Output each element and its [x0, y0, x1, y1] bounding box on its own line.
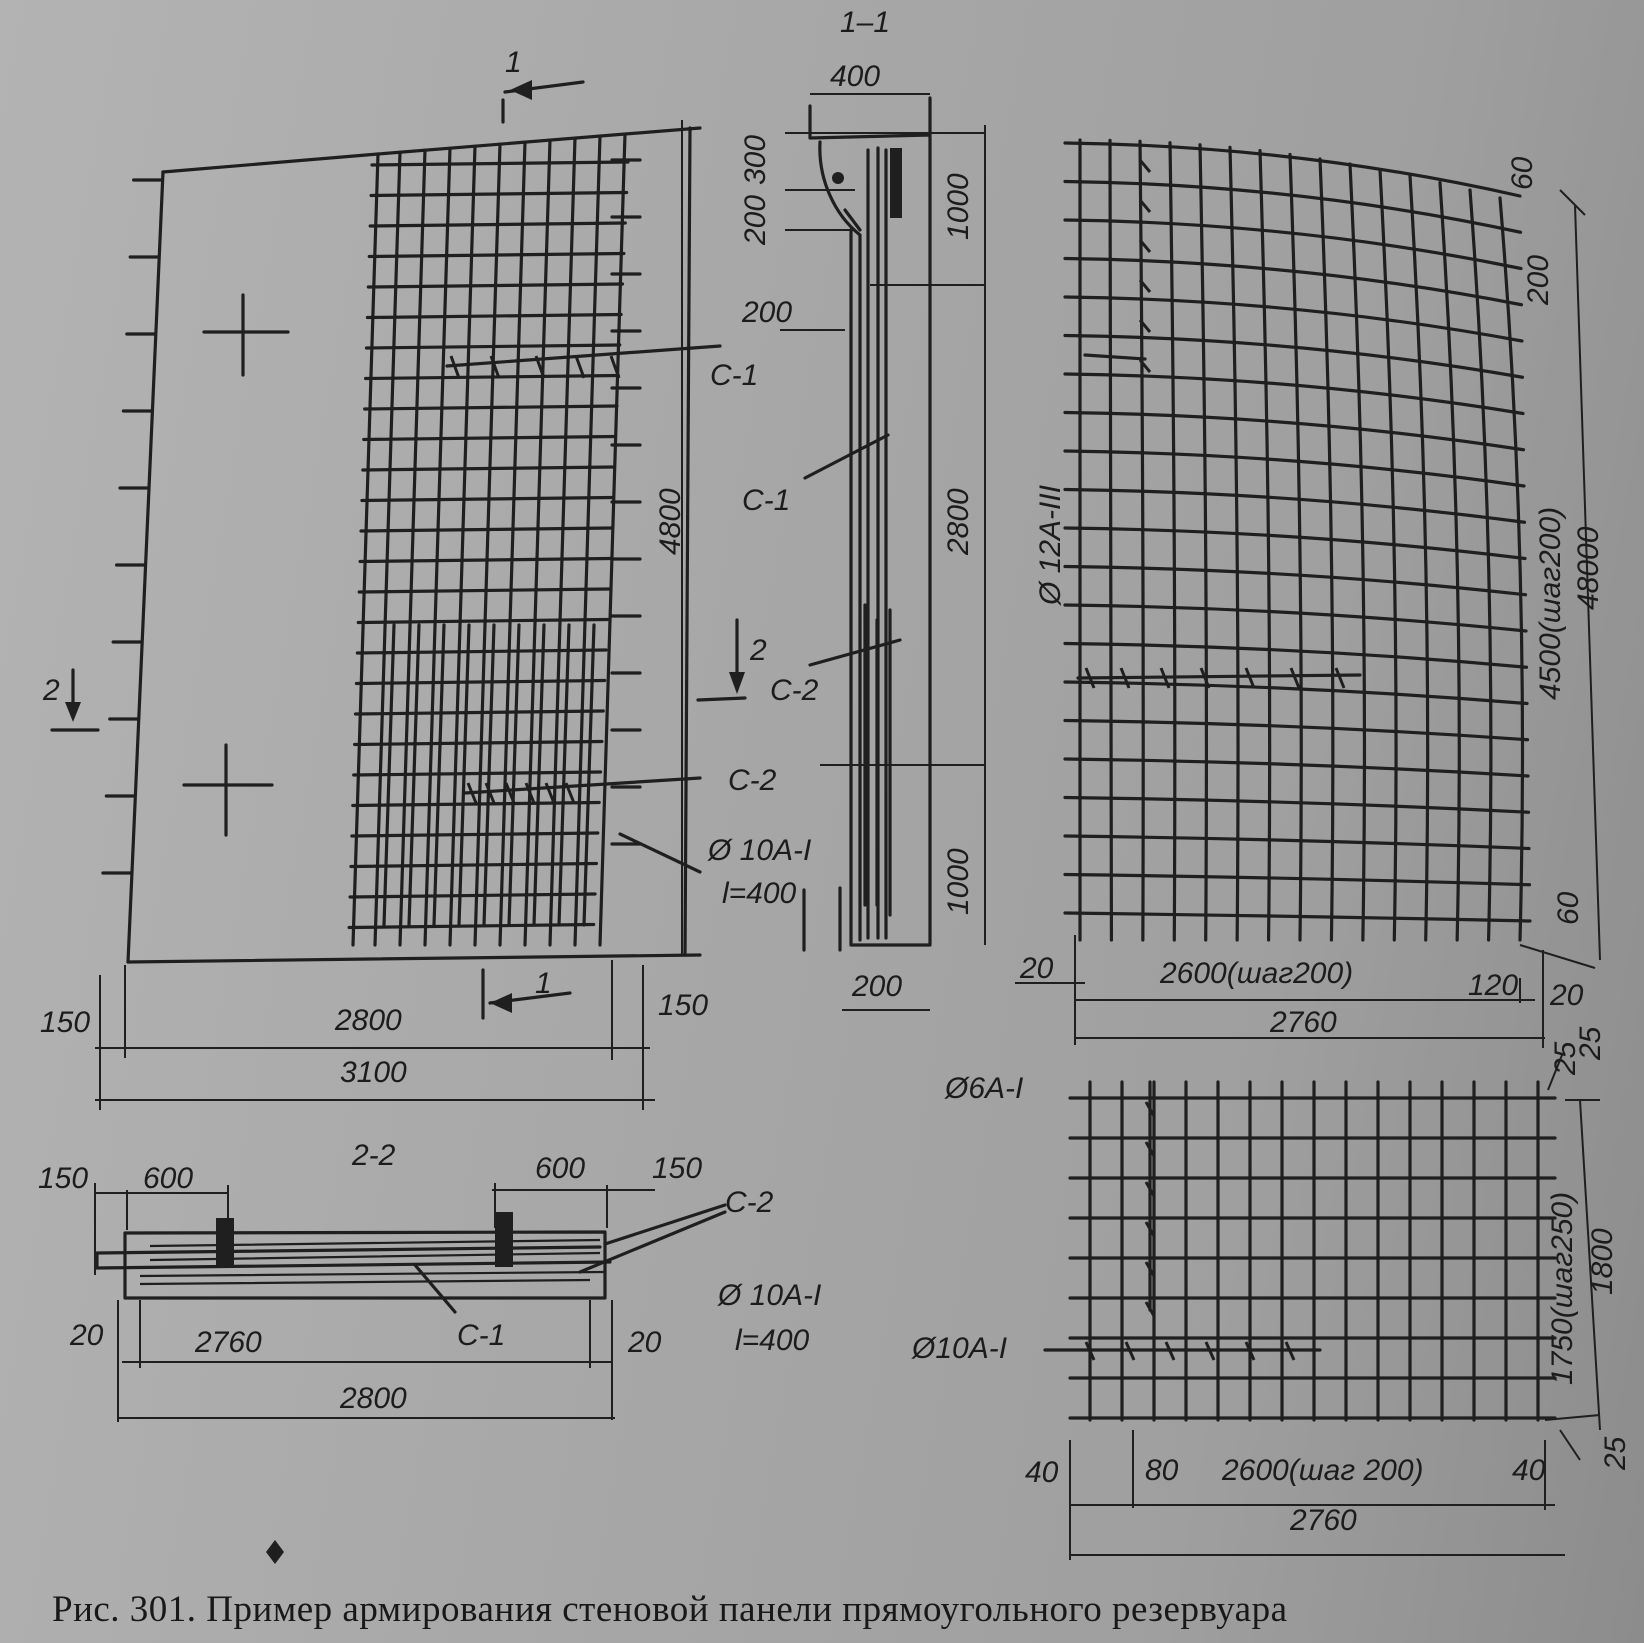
mesh-c2-dim-1800: 1800: [1586, 1228, 1619, 1295]
s22-dim-150-left: 150: [38, 1162, 89, 1195]
s11-dim-200-bottom: 200: [852, 970, 903, 1003]
mesh-c1-dim-200: 200: [1522, 254, 1555, 305]
section-2-title: 2-2: [352, 1139, 396, 1172]
mesh-c1-mark-line: [1085, 355, 1145, 359]
mesh-vertical-bar: [600, 134, 625, 945]
section-1-bottom-arrow: [490, 993, 512, 1013]
s11-dim-1000-bottom: 1000: [942, 848, 975, 915]
elev-dim-4800: 4800: [654, 488, 687, 555]
mesh-c2-detail: [1070, 1082, 1555, 1420]
elev-c2-label: С-2: [728, 764, 777, 797]
mesh-c1-dim-20-left: 20: [1020, 952, 1054, 985]
mesh-c2-bar6-label: Ø6А-I: [945, 1072, 1024, 1105]
mesh-c2-dim-80: 80: [1145, 1454, 1179, 1487]
mesh-horizontal-bar: [370, 223, 625, 226]
mesh-horizontal-bar: [363, 467, 614, 470]
mesh-c1-dim-60-top: 60: [1506, 156, 1539, 190]
elev-bar10-label: Ø 10А-I: [708, 834, 812, 867]
s11-c1-label: С-1: [742, 484, 791, 517]
s22-dim-2760: 2760: [195, 1326, 262, 1359]
mesh-c2-vertical-bar: [559, 625, 569, 925]
mesh-c1-tie-line: [1078, 675, 1360, 678]
mesh-c1-dim-4500: 4500(шаг200): [1534, 506, 1567, 700]
s22-dim-20-right: 20: [628, 1326, 662, 1359]
elev-dim-150-right: 150: [658, 989, 709, 1022]
mesh-horizontal-bar: [367, 345, 620, 348]
mesh-horizontal-bar: [368, 284, 622, 287]
s11-dim-300: 300: [739, 134, 772, 185]
s11-dim-400: 400: [830, 60, 881, 93]
mesh-horizontal-bar: [364, 437, 616, 440]
s11-dim-1000-top: 1000: [942, 173, 975, 240]
section-1-top-label: 1: [505, 46, 522, 79]
elev-dim-3100: 3100: [340, 1056, 407, 1089]
mesh-horizontal-bar: [371, 193, 627, 196]
section-2-left-label: 2: [43, 674, 60, 707]
tie-mark: [1336, 668, 1344, 688]
s11-c1-leader: [805, 435, 888, 478]
mesh-horizontal-bar: [367, 315, 621, 318]
section-1-bottom-label: 1: [535, 967, 552, 1000]
mesh-c2-dim-25-bottom: 25: [1599, 1436, 1632, 1470]
cross-mark-lower: [184, 745, 272, 835]
s22-c2-label: С-2: [725, 1186, 774, 1219]
s22-c1-leader: [415, 1265, 455, 1312]
elev-dim-2800: 2800: [335, 1004, 402, 1037]
section-1-block: [890, 148, 902, 218]
section-2-2: [95, 1183, 725, 1422]
mesh-c1-dim-2600: 2600(шаг200): [1160, 957, 1354, 990]
bar10-leader: [620, 834, 700, 872]
section-2-right-arrow: [729, 672, 745, 694]
mesh-c2-ties: [1086, 1102, 1294, 1360]
s11-dim-200-top: 200: [739, 194, 772, 245]
s11-dim-2800: 2800: [942, 488, 975, 555]
s22-dim-20-left: 20: [70, 1319, 104, 1352]
cross-mark-upper: [204, 295, 288, 375]
tie-mark: [1246, 668, 1254, 688]
c2-leader: [465, 778, 700, 793]
mesh-horizontal-bar: [369, 254, 624, 257]
section-2-right-label: 2: [750, 634, 767, 667]
mesh-horizontal-bar: [359, 589, 609, 592]
mesh-c2-vertical-bar: [584, 625, 594, 925]
mesh-c1-vertical-bar: [1470, 190, 1491, 940]
elev-dim-150-left: 150: [40, 1006, 91, 1039]
section-1-top-arrow: [510, 80, 532, 100]
diamond-mark-icon: [266, 1540, 284, 1564]
mesh-c1-horizontal-bar: [1065, 913, 1530, 921]
s22-dim-2800: 2800: [340, 1382, 407, 1415]
mesh-c1-horizontal-bar: [1065, 374, 1523, 414]
s22-dim-600-right: 600: [535, 1152, 586, 1185]
mesh-horizontal-bar: [358, 620, 607, 623]
mesh-c1-dim-20-right: 20: [1550, 979, 1584, 1012]
mesh-c2-dim-1750: 1750(шаг250): [1546, 1191, 1579, 1385]
mesh-horizontal-bar: [360, 559, 610, 562]
s22-bar10-label: Ø 10А-I: [718, 1279, 822, 1312]
s11-c2-label: С-2: [770, 674, 819, 707]
mesh-c1-vertical-bar: [1500, 198, 1523, 940]
mesh-horizontal-bar: [361, 528, 612, 531]
mesh-horizontal-bar: [349, 925, 594, 928]
mesh-c1-vertical-bar: [1410, 176, 1428, 940]
panel-elevation: [52, 80, 745, 1110]
c1-leader: [447, 346, 720, 366]
mesh-c1-dim-48000: 48000: [1572, 526, 1605, 610]
mesh-c1-dim-60-bottom: 60: [1552, 891, 1585, 925]
section-1-bar-dot: [832, 172, 844, 184]
s11-dim-200-mid: 200: [742, 296, 793, 329]
mesh-c2-dim-2760: 2760: [1290, 1504, 1357, 1537]
section-2-block-left: [216, 1218, 234, 1268]
mesh-c1-dim-2760: 2760: [1270, 1006, 1337, 1039]
panel-bottom-edge: [128, 955, 700, 962]
mesh-c2-vertical-bar: [484, 625, 494, 925]
section-1-title: 1–1: [840, 6, 891, 39]
section-1-outline: [810, 98, 930, 945]
mesh-horizontal-bar: [365, 406, 617, 409]
elev-len-label: l=400: [722, 877, 797, 910]
elev-c1-label: С-1: [710, 359, 759, 392]
mesh-c1-dim-120: 120: [1468, 969, 1519, 1002]
figure-caption: Рис. 301. Пример армирования стеновой панели прямоугольного резервуара: [52, 1589, 1288, 1630]
edge-ticks: [103, 160, 640, 873]
mesh-c1-bar-label: Ø 12А-III: [1034, 484, 1067, 605]
mesh-c2-vertical-bar: [509, 625, 519, 925]
s22-c1-label: С-1: [457, 1319, 506, 1352]
s22-dim-600-left: 600: [143, 1162, 194, 1195]
mesh-horizontal-bar: [372, 162, 628, 165]
tie-mark: [1291, 668, 1299, 688]
mesh-vertical-bar: [353, 154, 378, 945]
mesh-horizontal-bar: [350, 894, 595, 897]
panel-left-edge: [128, 172, 163, 962]
mesh-c2-dim-2600: 2600(шаг 200): [1222, 1454, 1424, 1487]
mesh-c1-vertical-bar: [1380, 170, 1396, 940]
section-2-block-right: [495, 1212, 513, 1267]
s22-c2-leaders: [580, 1205, 725, 1272]
mesh-c1-horizontal-bar: [1065, 336, 1523, 378]
section-1-bottom-mark: [483, 970, 570, 1018]
section-2-left-arrow: [65, 702, 81, 722]
mesh-c2-bar10-label: Ø10А-I: [912, 1332, 1008, 1365]
mesh-c1-vertical-bar: [1440, 183, 1459, 940]
section-1-bottom-lines: [804, 888, 840, 950]
mesh-c2-vertical-bar: [534, 625, 544, 925]
mesh-c2-grid: [384, 625, 594, 925]
mesh-c2-dim-40-right: 40: [1512, 1454, 1546, 1487]
mesh-c1-detail: [1065, 140, 1530, 940]
mesh-c2-dim-40-left: 40: [1025, 1456, 1059, 1489]
s22-dim-150-right: 150: [652, 1152, 703, 1185]
mesh-horizontal-bar: [366, 376, 619, 379]
mesh-horizontal-bar: [362, 498, 613, 501]
mesh-c2-dim-25-side: 25: [1574, 1026, 1607, 1060]
s22-len-label: l=400: [735, 1324, 810, 1357]
mesh-c2-dim-25-top: 25: [1549, 1041, 1582, 1075]
